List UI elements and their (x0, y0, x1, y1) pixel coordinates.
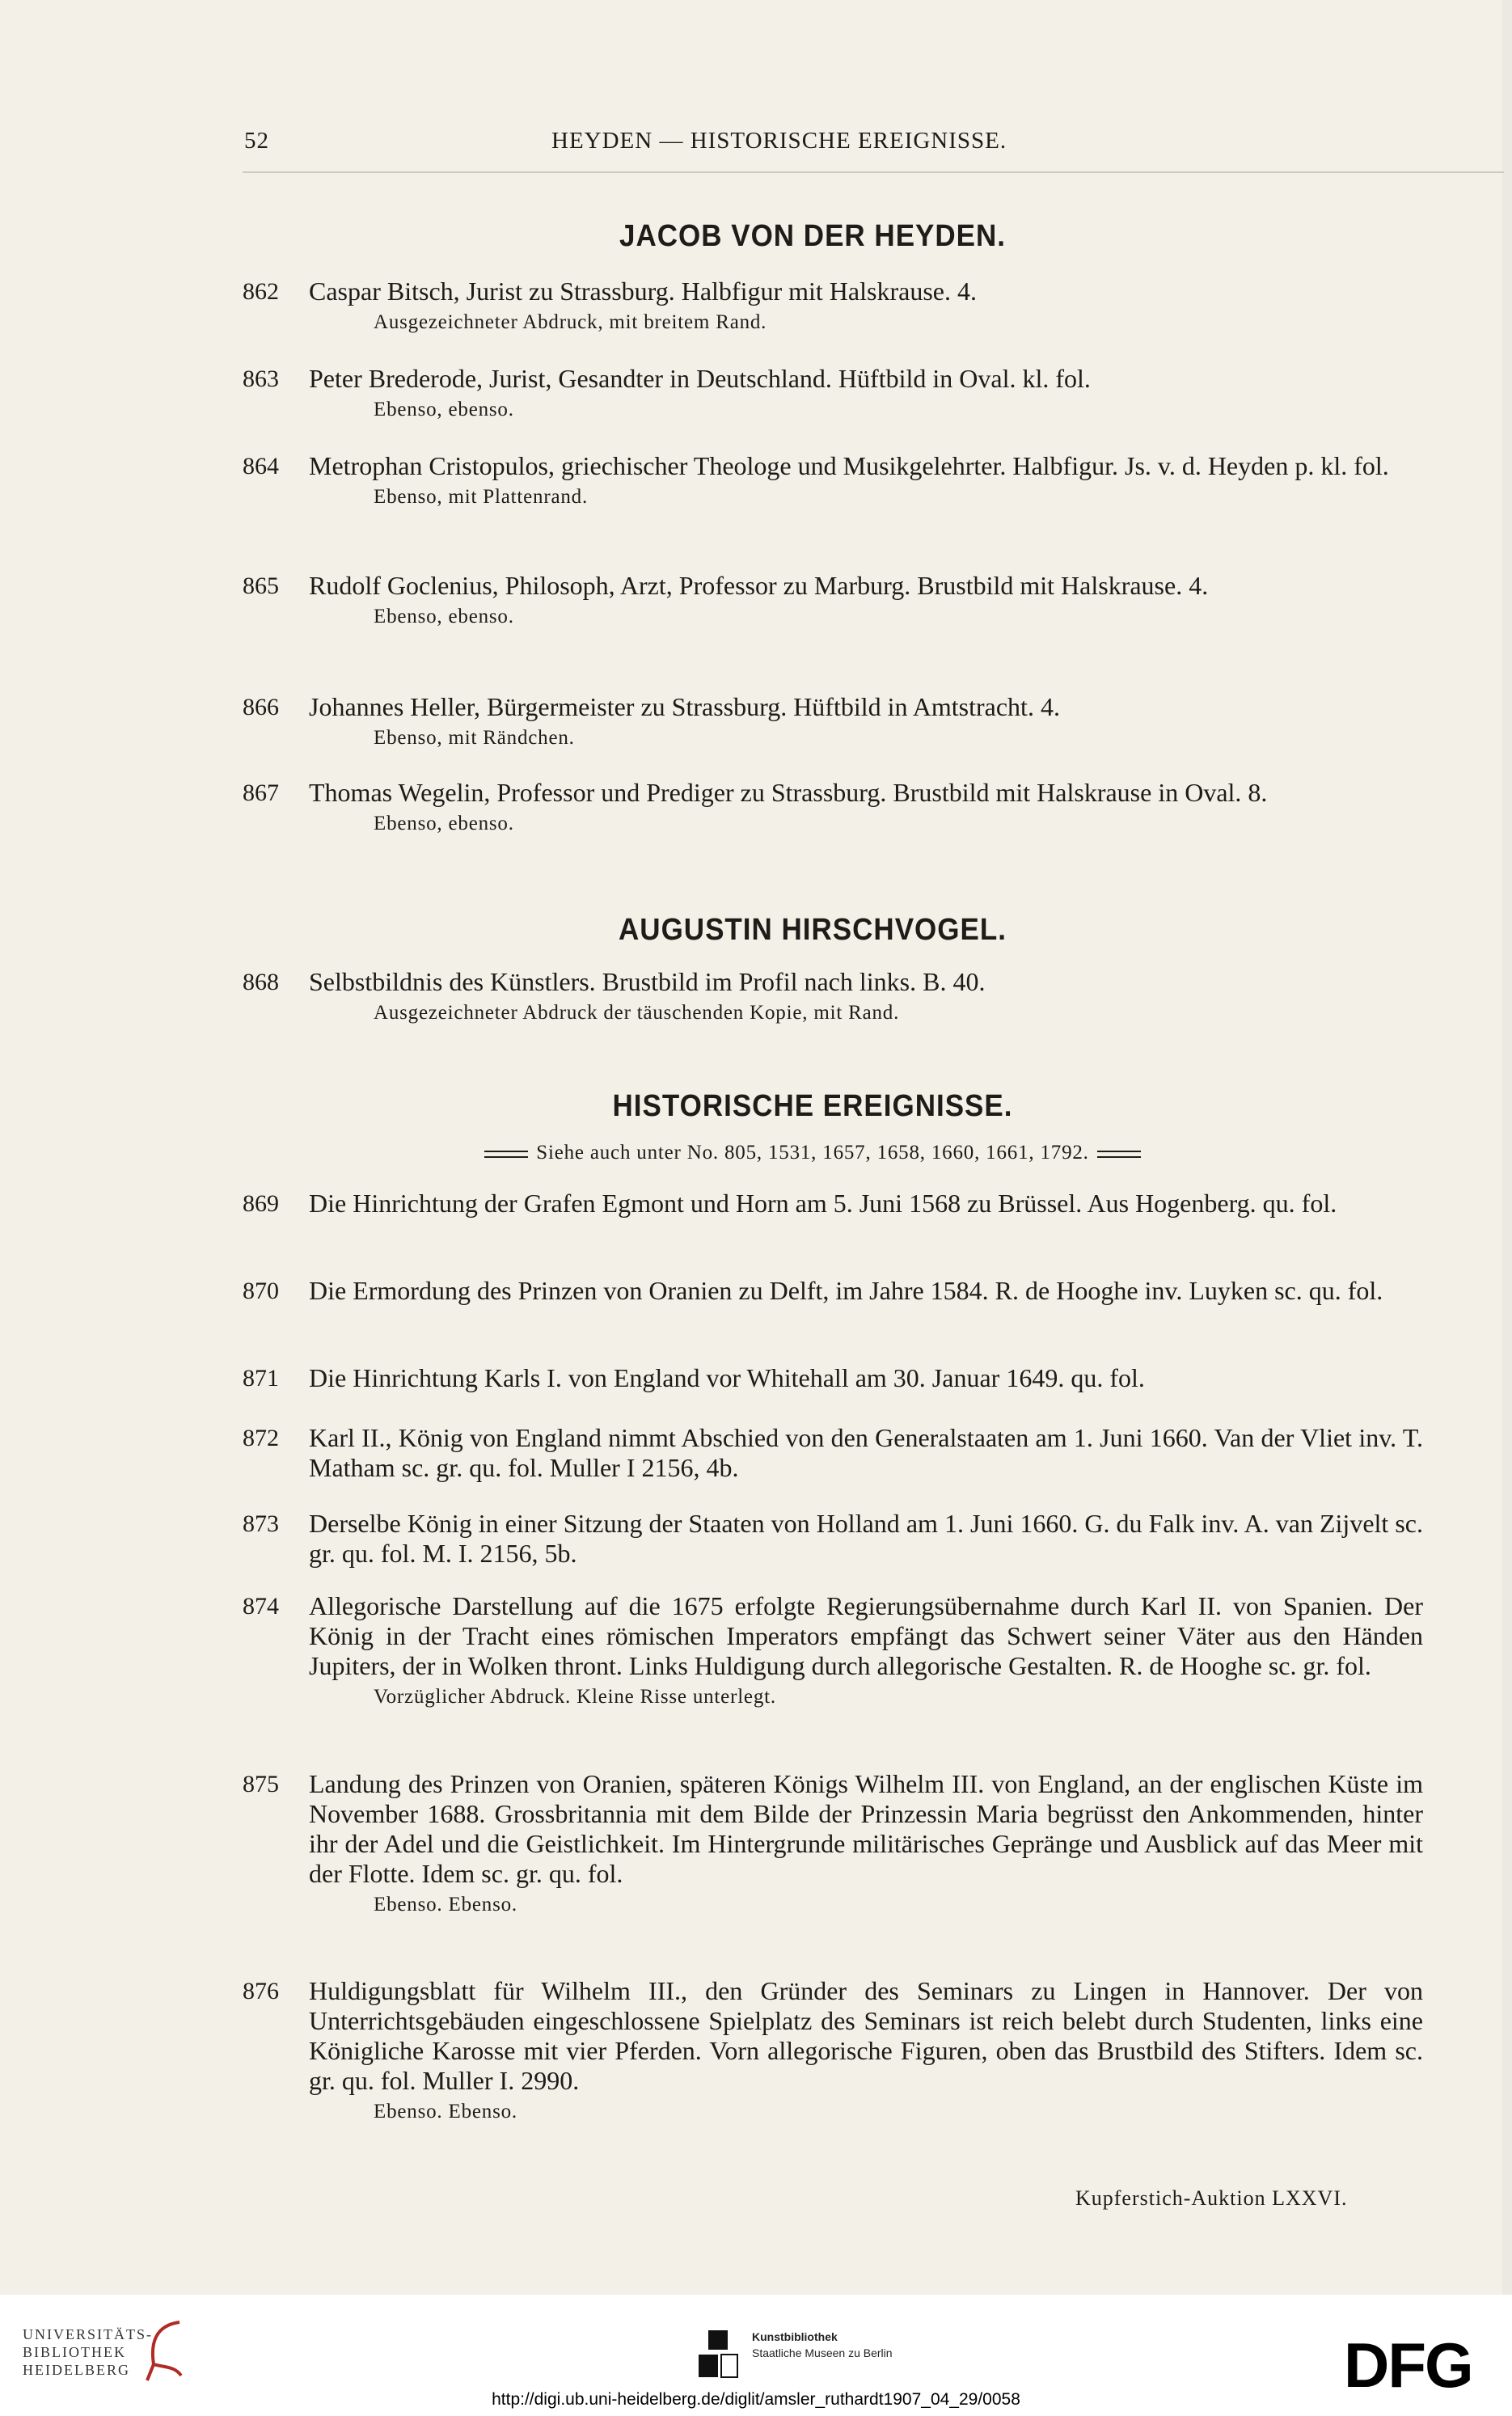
catalog-entry-865 (243, 571, 1423, 629)
section-title-historische: HISTORISCHE EREIGNISSE. (612, 1088, 1013, 1123)
catalog-entry-874 (243, 1591, 1423, 1709)
see-also-text: Siehe auch unter No. 805, 1531, 1657, 1658, 1660, 1661, 1792. (536, 1142, 1089, 1164)
catalog-entry-864 (243, 451, 1423, 509)
entry-text: Die Hinrichtung der Grafen Egmont und Horn am 5. Juni 1568 zu Brüssel. Aus Hogenberg. qu. fol. (309, 1189, 1337, 1218)
catalog-entry-872 (243, 1423, 1423, 1483)
entry-note: Ebenso, mit Rändchen. (374, 727, 575, 749)
entry-note: Ausgezeichneter Abdruck der täuschenden Kopie, mit Rand. (374, 1002, 900, 1024)
entry-note: Ebenso, ebenso. (374, 399, 514, 420)
university-name-line2: BIBLIOTHEK (23, 2344, 126, 2360)
entry-text: Metrophan Cristopulos, griechischer Theologe und Musikgelehrter. Halbfigur. Js. v. d. Heyden p. kl. fol. (309, 451, 1389, 480)
entry-note: Ebenso, mit Plattenrand. (374, 486, 588, 508)
entry-note: Ebenso. Ebenso. (374, 1894, 517, 1915)
entry-number: 868 (243, 969, 279, 995)
catalog-entry-873 (243, 1509, 1423, 1569)
entry-number: 863 (243, 365, 279, 392)
entry-text: Johannes Heller, Bürgermeister zu Strassburg. Hüftbild in Amtstracht. 4. (309, 692, 1060, 721)
entry-note: Ausgezeichneter Abdruck, mit breitem Rand. (374, 311, 767, 333)
catalog-entry-876 (243, 1976, 1423, 2124)
entry-text: Selbstbildnis des Künstlers. Brustbild im Profil nach links. B. 40. (309, 967, 986, 996)
heidelberg-emblem-icon (139, 2319, 188, 2384)
entry-text: Caspar Bitsch, Jurist zu Strassburg. Halbfigur mit Halskrause. 4. (309, 277, 977, 306)
entry-note: Ebenso, ebenso. (374, 606, 514, 627)
see-also-line (218, 1142, 1407, 1164)
entry-number: 864 (243, 453, 279, 479)
entry-number: 866 (243, 694, 279, 720)
entry-number: 865 (243, 572, 279, 599)
catalog-entry-862 (243, 277, 1423, 335)
university-library-logo[interactable] (23, 2325, 153, 2379)
catalog-footer: Kupferstich-Auktion LXXVI. (1075, 2186, 1348, 2210)
entry-text: Karl II., König von England nimmt Abschied von den Generalstaaten am 1. Juni 1660. Van der Vliet inv. T. Matham sc. gr. qu. fol. Muller I 2156, 4b. (309, 1423, 1423, 1482)
entry-text: Landung des Prinzen von Oranien, späteren Königs Wilhelm III. von England, an der englischen Küste im November 1688. Grossbritannia mit dem Bilde der Prinzessin Maria begrüsst den Ankommenden, hinter ihr der Adel und die Geistlichkeit. Im Hintergrunde militärisches Gepränge und Ausblick auf das Meer mit der Flotte. Idem sc. gr. qu. fol. (309, 1769, 1423, 1888)
section-title-heyden: JACOB VON DER HEYDEN. (619, 218, 1007, 253)
double-rule-left (484, 1151, 528, 1158)
entry-number: 876 (243, 1978, 279, 2004)
entry-number: 870 (243, 1278, 279, 1304)
catalog-entry-871 (243, 1363, 1423, 1393)
permalink-url[interactable]: http://digi.ub.uni-heidelberg.de/diglit/amsler_ruthardt1907_04_29/0058 (492, 2390, 1020, 2409)
entry-number: 873 (243, 1510, 279, 1537)
page-content (218, 0, 1423, 2295)
entry-text: Thomas Wegelin, Professor und Prediger zu Strassburg. Brustbild mit Halskrause in Oval. 8. (309, 778, 1268, 807)
catalog-entry-868 (243, 967, 1423, 1025)
kunstbibliothek-logo-icon (695, 2327, 741, 2380)
entry-note: Ebenso, ebenso. (374, 813, 514, 834)
running-title: HEYDEN — HISTORISCHE EREIGNISSE. (551, 128, 1007, 154)
dfg-logo[interactable]: DFG (1344, 2329, 1472, 2401)
kunstbibliothek-name: Kunstbibliothek (752, 2330, 838, 2343)
kunstbibliothek-label (752, 2329, 893, 2361)
entry-number: 874 (243, 1593, 279, 1620)
double-rule-right (1097, 1151, 1141, 1158)
university-name-line1: UNIVERSITÄTS- (23, 2326, 153, 2342)
entry-text: Allegorische Darstellung auf die 1675 erfolgte Regierungsübernahme durch Karl II. von Spanien. Der König in der Tracht eines römischen Imperators empfängt das Schwert seiner Väter aus den Händen Jupiters, der in Wolken thront. Links Huldigung durch allegorische Gestalten. R. de Hooghe sc. gr. fol. (309, 1591, 1423, 1680)
entry-note: Ebenso. Ebenso. (374, 2101, 517, 2122)
section-title-hirschvogel: AUGUSTIN HIRSCHVOGEL. (619, 912, 1007, 947)
entry-number: 869 (243, 1190, 279, 1217)
entry-text: Rudolf Goclenius, Philosoph, Arzt, Professor zu Marburg. Brustbild mit Halskrause. 4. (309, 571, 1209, 600)
entry-number: 867 (243, 779, 279, 806)
header-rule (243, 171, 1504, 173)
entry-number: 862 (243, 278, 279, 305)
entry-text: Peter Brederode, Jurist, Gesandter in Deutschland. Hüftbild in Oval. kl. fol. (309, 364, 1091, 393)
entry-text: Huldigungsblatt für Wilhelm III., den Gründer des Seminars zu Lingen in Hannover. Der von Unterrichtsgebäuden eingeschlossene Spielplatz des Seminars ist reich belebt durch Studenten, links eine Königliche Karosse mit vier Pferden. Vorn allegorische Figuren, oben das Brustbild des Stifters. Idem sc. gr. qu. fol. Muller I. 2990. (309, 1976, 1423, 2095)
catalog-entry-870 (243, 1276, 1423, 1306)
entry-number: 872 (243, 1425, 279, 1451)
catalog-entry-875 (243, 1769, 1423, 1917)
catalog-entry-866 (243, 692, 1423, 750)
entry-text: Derselbe König in einer Sitzung der Staaten von Holland am 1. Juni 1660. G. du Falk inv. A. van Zijvelt sc. gr. qu. fol. M. I. 2156, 5b. (309, 1509, 1423, 1568)
page-number: 52 (244, 128, 269, 154)
entry-note: Vorzüglicher Abdruck. Kleine Risse unterlegt. (374, 1686, 776, 1708)
entry-text: Die Ermordung des Prinzen von Oranien zu Delft, im Jahre 1584. R. de Hooghe inv. Luyken sc. qu. fol. (309, 1276, 1383, 1305)
catalog-entry-863 (243, 364, 1423, 422)
scan-edge (1502, 0, 1512, 2295)
catalog-entry-869 (243, 1189, 1423, 1219)
university-name-line3: HEIDELBERG (23, 2362, 130, 2378)
entry-number: 871 (243, 1365, 279, 1392)
entry-text: Die Hinrichtung Karls I. von England vor Whitehall am 30. Januar 1649. qu. fol. (309, 1363, 1145, 1392)
catalog-entry-867 (243, 778, 1423, 836)
kunstbibliothek-sub: Staatliche Museen zu Berlin (752, 2346, 893, 2359)
entry-number: 875 (243, 1771, 279, 1797)
